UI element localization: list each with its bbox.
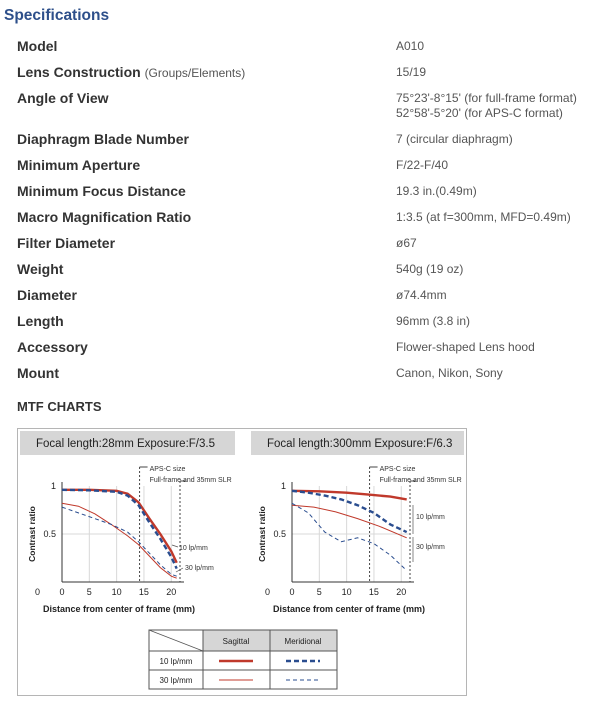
spec-label	[17, 38, 57, 54]
full-frame-label: Full-frame and 35mm SLR	[379, 477, 462, 484]
series-line	[292, 503, 407, 570]
x-tick-label: 15	[138, 587, 149, 597]
spec-label-text: Weight	[17, 261, 64, 277]
spec-label-text: Lens Construction	[17, 64, 141, 80]
spec-label	[17, 287, 77, 303]
legend-col-sagittal: Sagittal	[222, 637, 250, 646]
spec-label-sub: (Groups/Elements)	[144, 66, 246, 80]
spec-label	[17, 313, 64, 329]
spec-label	[17, 261, 63, 277]
spec-value	[396, 91, 577, 121]
spec-value-line: Canon, Nikon, Sony	[396, 366, 503, 380]
legend-col-meridional: Meridional	[284, 637, 322, 646]
mtf-charts-svg	[18, 429, 466, 695]
spec-value-line: ø74.4mm	[396, 288, 447, 302]
x-tick-label: 0	[59, 587, 65, 597]
spec-value-line: 75°23'-8°15' (for full-frame format)	[396, 91, 577, 105]
spec-value	[396, 288, 447, 303]
spec-label-text: Diameter	[17, 287, 77, 303]
page-title: Specifications	[4, 7, 110, 24]
spec-value	[396, 184, 477, 199]
spec-value	[396, 39, 424, 54]
spec-value-line: 15/19	[396, 65, 427, 79]
y-axis-label: Contrast ratio	[257, 506, 267, 562]
spec-value	[396, 314, 470, 329]
spec-label	[17, 183, 186, 199]
spec-value-line: 1:3.5 (at f=300mm, MFD=0.49m)	[396, 210, 571, 224]
spec-label-text: Minimum Aperture	[17, 157, 141, 173]
x-tick-label: 0	[289, 587, 295, 597]
spec-value	[396, 366, 503, 381]
spec-label-text: Accessory	[17, 339, 88, 355]
spec-label-text: Model	[17, 38, 58, 54]
freq-label-30: 30 lp/mm	[416, 544, 445, 551]
freq-label-10: 10 lp/mm	[416, 514, 445, 521]
spec-label	[17, 157, 140, 173]
spec-value-line: 52°58'-5°20' (for APS-C format)	[396, 106, 563, 120]
x-tick-label: 5	[86, 587, 92, 597]
spec-label-text: Macro Magnification Ratio	[17, 209, 192, 225]
spec-value	[396, 158, 448, 173]
spec-label-text: Filter Diameter	[17, 235, 116, 251]
y-tick-label: 0.5	[273, 529, 286, 539]
spec-value	[396, 132, 513, 147]
spec-value	[396, 340, 535, 355]
spec-value-line: F/22-F/40	[396, 158, 449, 172]
spec-value	[396, 210, 571, 225]
spec-label	[17, 64, 245, 80]
freq-leader	[172, 545, 178, 547]
series-line	[62, 507, 177, 576]
chart-title: Focal length:300mm Exposure:F/6.3	[267, 438, 453, 450]
series-line	[62, 490, 177, 569]
aps-c-label: APS-C size	[149, 466, 186, 473]
spec-value-line: 540g (19 oz)	[396, 262, 464, 276]
spec-label-text: Angle of View	[17, 90, 109, 106]
series-line	[292, 505, 407, 538]
x-axis-label: Distance from center of frame (mm)	[273, 604, 426, 614]
spec-label	[17, 235, 115, 251]
freq-label-10: 10 lp/mm	[179, 545, 208, 552]
x-tick-label: 10	[341, 587, 352, 597]
chart-title: Focal length:28mm Exposure:F/3.5	[36, 438, 215, 450]
aps-c-label: APS-C size	[379, 466, 416, 473]
spec-label	[17, 365, 59, 381]
spec-label-text: Length	[17, 313, 64, 329]
x-tick-label: 20	[166, 587, 177, 597]
legend-row-30: 30 lp/mm	[159, 676, 193, 685]
spec-value	[396, 262, 463, 277]
mtf-charts-panel	[17, 428, 467, 696]
freq-leader	[176, 568, 183, 572]
x-axis-label: Distance from center of frame (mm)	[43, 604, 196, 614]
spec-value	[396, 65, 426, 80]
x-tick-label: 20	[396, 587, 407, 597]
y-tick-label-zero: 0	[264, 587, 270, 597]
spec-label	[17, 131, 189, 147]
legend-row-10: 10 lp/mm	[159, 657, 193, 666]
series-line	[62, 503, 177, 578]
y-tick-label: 1	[50, 481, 56, 491]
full-frame-label: Full-frame and 35mm SLR	[149, 477, 232, 484]
y-tick-label: 0.5	[43, 529, 56, 539]
spec-value-line: Flower-shaped Lens hood	[396, 340, 535, 354]
spec-value-line: 19.3 in.(0.49m)	[396, 184, 477, 198]
spec-label-text: Mount	[17, 365, 59, 381]
spec-value-line: A010	[396, 39, 425, 53]
spec-value	[396, 236, 417, 251]
spec-label-text: Diaphragm Blade Number	[17, 131, 189, 147]
spec-value-line: 7 (circular diaphragm)	[396, 132, 513, 146]
y-axis-label: Contrast ratio	[27, 506, 37, 562]
spec-value-line: ø67	[396, 236, 417, 250]
x-tick-label: 5	[316, 587, 322, 597]
spec-value-line: 96mm (3.8 in)	[396, 314, 471, 328]
x-tick-label: 15	[368, 587, 379, 597]
freq-label-30: 30 lp/mm	[185, 565, 214, 572]
spec-label-text: Minimum Focus Distance	[17, 183, 186, 199]
spec-label	[17, 339, 88, 355]
series-line	[62, 490, 177, 563]
mtf-heading: MTF CHARTS	[17, 399, 102, 414]
spec-label	[17, 90, 109, 106]
y-tick-label: 1	[280, 481, 286, 491]
spec-label	[17, 209, 191, 225]
y-tick-label-zero: 0	[34, 587, 40, 597]
x-tick-label: 10	[111, 587, 122, 597]
